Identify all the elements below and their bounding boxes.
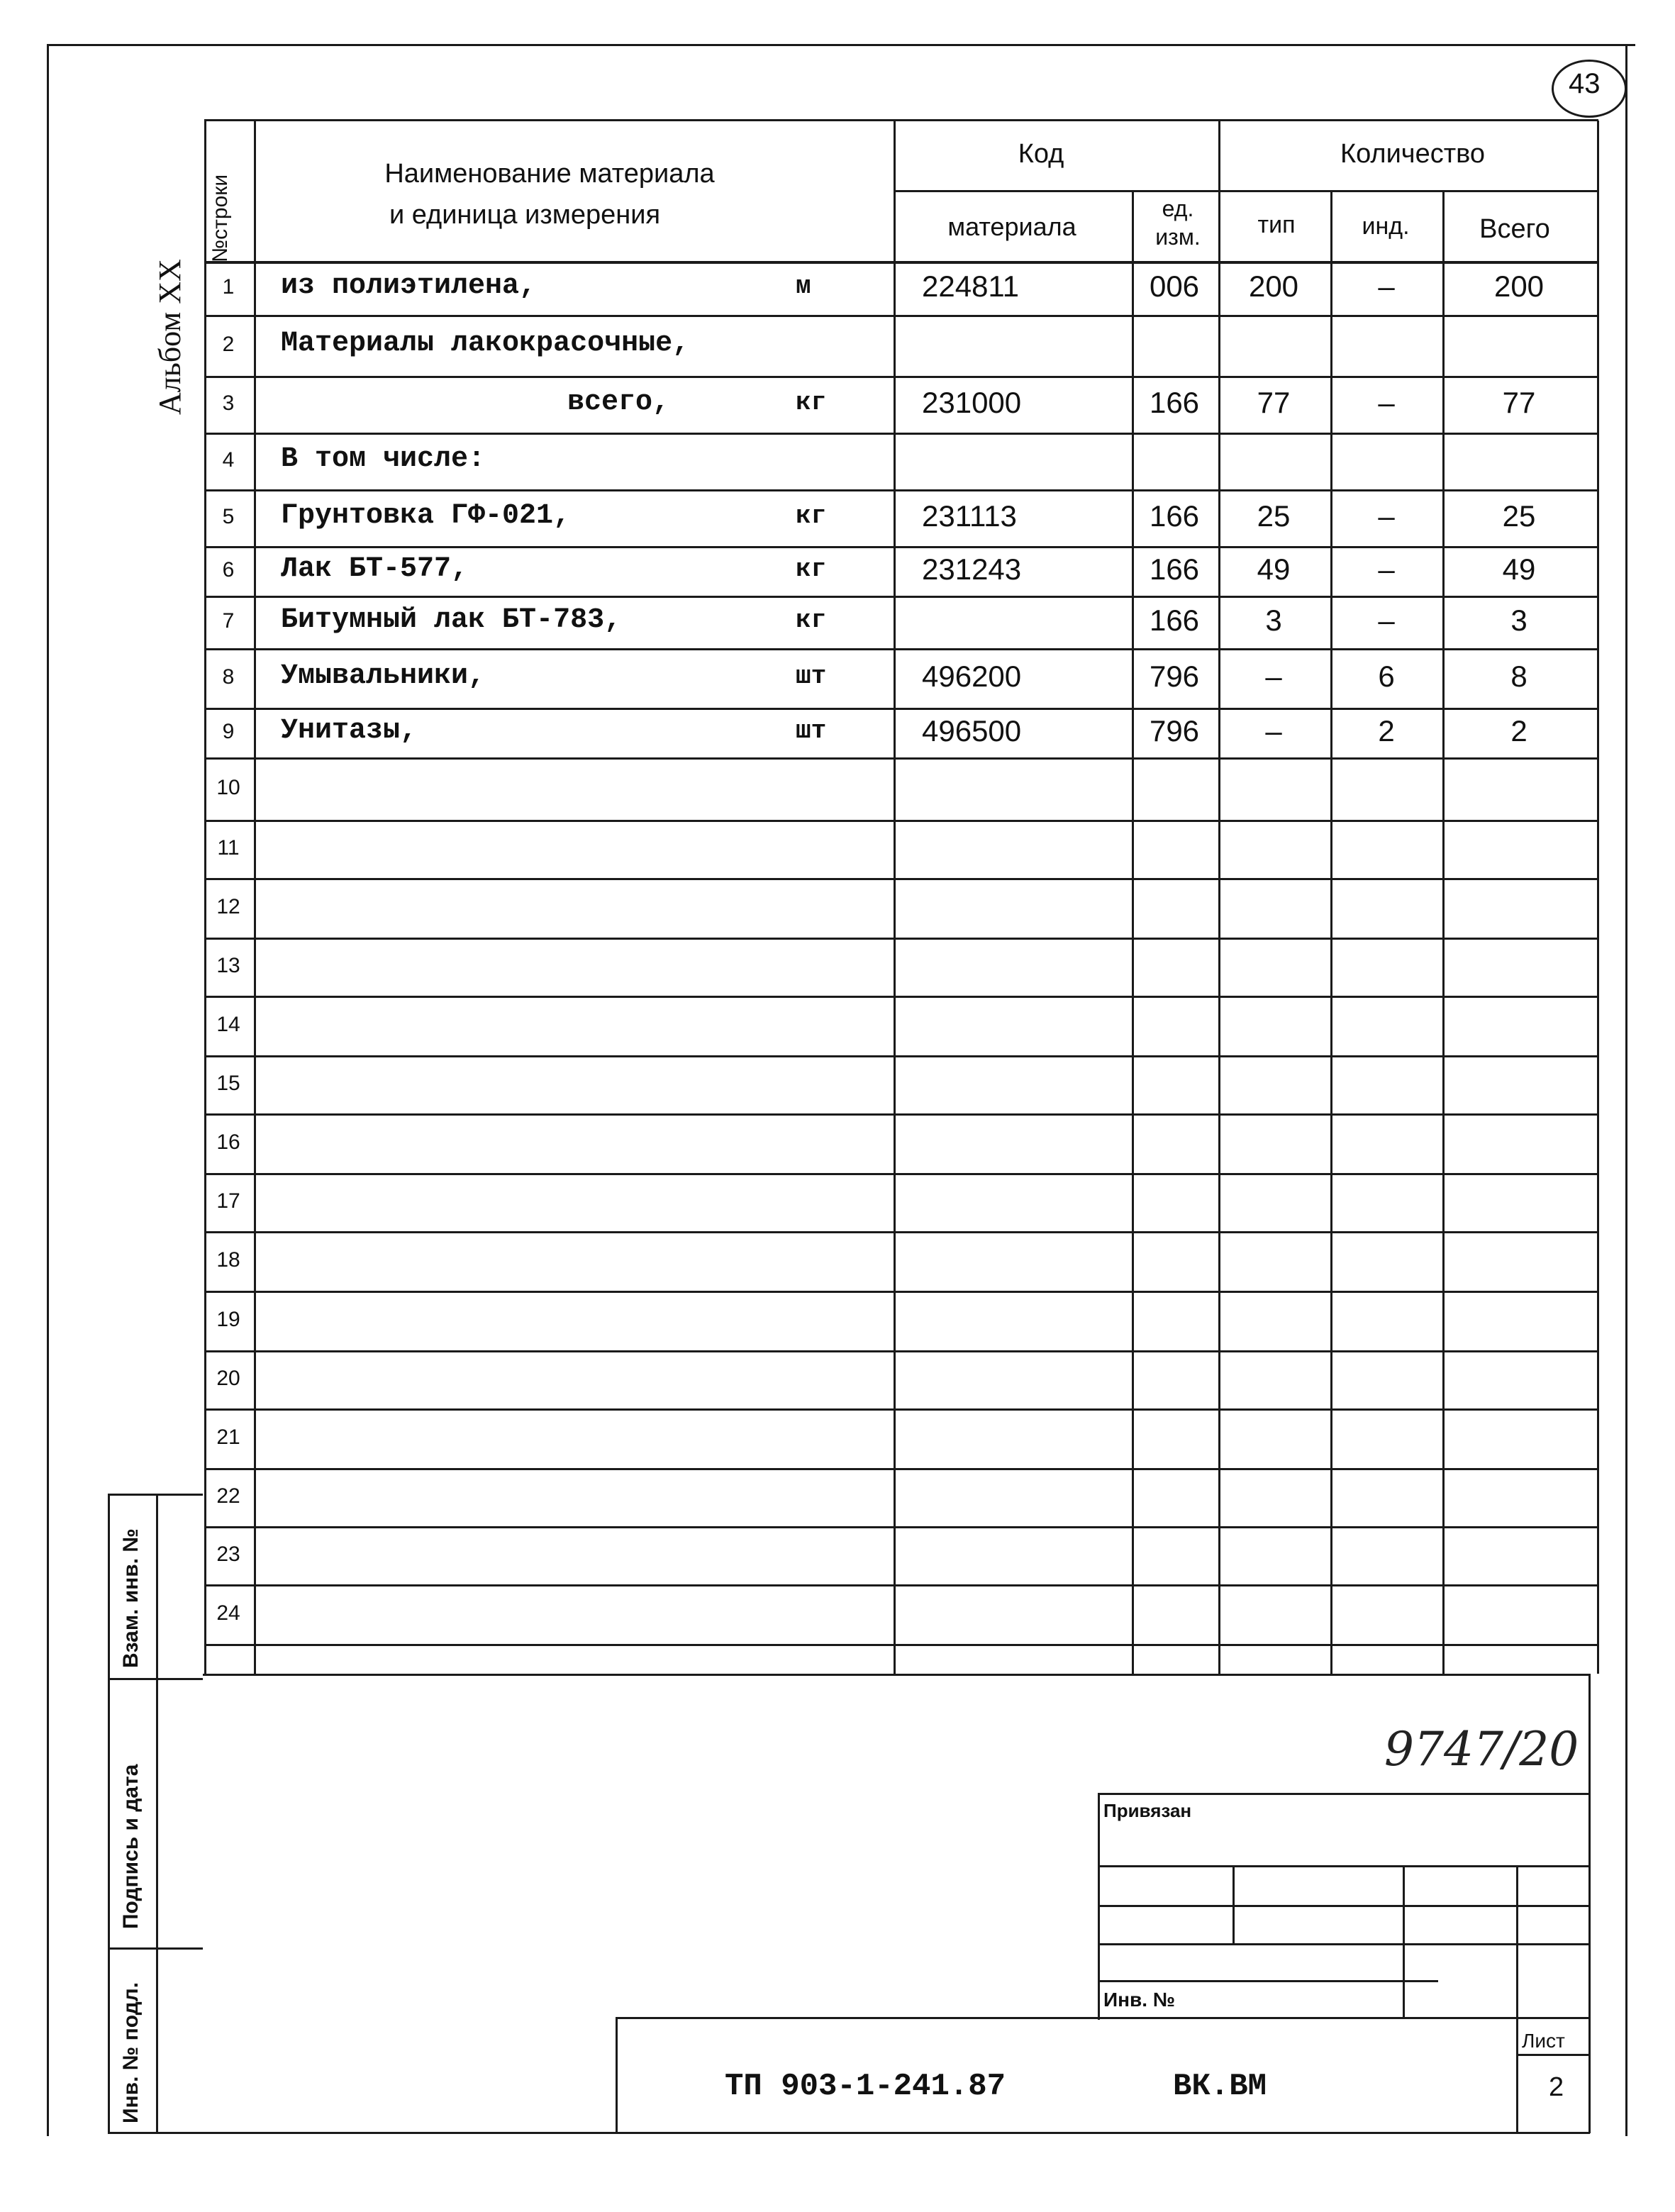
row-qty-typ: 77 — [1257, 385, 1291, 419]
grid-row-line — [204, 1526, 1598, 1528]
row-unit: кг — [796, 388, 827, 418]
row-unit: шт — [796, 662, 827, 691]
stamp-line — [1516, 1865, 1518, 2132]
grid-col-no — [204, 121, 206, 1674]
stamp-privyazan: Привязан — [1103, 1800, 1192, 1821]
stamp-line — [1403, 1865, 1405, 2018]
stamp-section: ВК.ВМ — [1173, 2069, 1267, 2104]
row-name: Грунтовка ГФ-021, — [281, 500, 571, 532]
row-qty-ind: – — [1378, 603, 1395, 637]
grid-row-line — [204, 489, 1598, 491]
row-number: 20 — [216, 1366, 240, 1390]
row-number: 15 — [216, 1071, 240, 1095]
row-qty-total: 200 — [1493, 269, 1545, 303]
side-stamp-top-line — [108, 1494, 203, 1496]
stamp-line — [616, 2017, 618, 2133]
side-stamp-bottom — [108, 2132, 1590, 2134]
grid-row-line — [204, 757, 1598, 760]
grid-row-line — [204, 596, 1598, 598]
row-name: Унитазы, — [281, 715, 418, 747]
grid-row-line — [204, 1584, 1598, 1586]
side-stamp-inv-podl: Инв. № подл. — [119, 1982, 143, 2123]
row-number: 9 — [222, 719, 235, 743]
row-name: Битумный лак БТ-783, — [281, 604, 622, 636]
lower-area-separator — [203, 1674, 1590, 1676]
row-number: 23 — [216, 1542, 240, 1566]
header-name-line2: и единица измерения — [389, 200, 661, 230]
row-number: 1 — [222, 274, 235, 299]
row-qty-total: 3 — [1510, 603, 1527, 637]
grid-row-line — [204, 433, 1598, 435]
grid-row-line — [204, 938, 1598, 940]
row-qty-typ: 3 — [1265, 603, 1282, 637]
row-number: 11 — [217, 835, 240, 860]
album-label: Альбом XX — [152, 259, 187, 415]
grid-row-line — [204, 1644, 1598, 1646]
row-qty-total: 25 — [1502, 499, 1536, 533]
grid-row-line — [204, 1350, 1598, 1352]
row-unit: м — [796, 272, 811, 301]
row-number: 12 — [216, 894, 240, 918]
grid-col-right — [1597, 121, 1599, 1674]
row-number: 5 — [222, 504, 235, 528]
row-material-code: 224811 — [922, 269, 1020, 303]
row-number: 22 — [216, 1484, 240, 1508]
row-number: 14 — [216, 1012, 240, 1036]
row-qty-typ: – — [1265, 659, 1282, 693]
row-unit-code: 006 — [1149, 269, 1200, 303]
frame-right — [1625, 44, 1627, 2136]
grid-row-line — [204, 1055, 1598, 1057]
grid-row-line — [204, 315, 1598, 317]
side-stamp-sep-2 — [108, 1947, 203, 1950]
row-name: Лак БТ-577, — [281, 553, 469, 585]
frame-top — [47, 44, 1635, 46]
row-unit-code: 166 — [1149, 385, 1200, 419]
row-number: 17 — [216, 1189, 240, 1213]
grid-col-code — [894, 121, 896, 1674]
row-qty-ind: – — [1378, 499, 1395, 533]
stamp-inv-no: Инв. № — [1103, 1989, 1176, 2011]
row-qty-total: 49 — [1502, 552, 1536, 586]
side-stamp-podpis: Подпись и дата — [119, 1764, 143, 1929]
row-number: 18 — [216, 1247, 240, 1272]
row-qty-total: 2 — [1510, 713, 1527, 747]
grid-row-line — [204, 708, 1598, 710]
row-name: В том числе: — [281, 443, 486, 475]
row-qty-total: 77 — [1502, 385, 1536, 419]
row-material-code: 231000 — [922, 385, 1022, 419]
row-qty-typ: 49 — [1257, 552, 1291, 586]
header-unit-line2: изм. — [1155, 224, 1201, 250]
row-qty-ind: – — [1378, 385, 1395, 419]
grid-row-line — [204, 261, 1598, 264]
handwritten-number: 9747/20 — [1384, 1722, 1579, 1777]
grid-row-line — [204, 1291, 1598, 1293]
side-stamp-vzam: Взам. инв. № — [119, 1528, 143, 1668]
row-number: 24 — [216, 1601, 240, 1625]
row-qty-total: 8 — [1510, 659, 1527, 693]
grid-row-line — [204, 996, 1598, 998]
grid-row-line — [204, 648, 1598, 650]
header-material: материала — [947, 212, 1076, 241]
header-ind: инд. — [1362, 213, 1410, 240]
stamp-sheet-value: 2 — [1549, 2072, 1564, 2102]
row-name: из полиэтилена, — [281, 270, 537, 302]
side-stamp-inner-col — [156, 1494, 158, 2133]
grid-row-line — [204, 878, 1598, 880]
row-unit: шт — [796, 716, 827, 746]
header-total: Всего — [1479, 214, 1550, 244]
grid-row-line — [204, 1468, 1598, 1470]
row-qty-typ: – — [1265, 713, 1282, 747]
header-code: Код — [1018, 139, 1064, 169]
grid-row-line — [204, 1408, 1598, 1411]
grid-col-ucode — [1132, 191, 1134, 1674]
row-material-code: 496500 — [922, 713, 1022, 747]
grid-col-total — [1442, 191, 1445, 1674]
row-number: 8 — [222, 665, 235, 689]
stamp-line — [616, 2017, 1590, 2019]
grid-row-line — [204, 820, 1598, 822]
grid-col-typ — [1218, 121, 1220, 1674]
grid-header-top — [204, 119, 1598, 121]
row-material-code: 231243 — [922, 552, 1022, 586]
grid-row-line — [204, 1231, 1598, 1233]
stamp-designation: ТП 903-1-241.87 — [725, 2069, 1006, 2104]
row-unit: кг — [796, 501, 827, 531]
row-number: 13 — [216, 953, 240, 977]
row-number: 7 — [222, 608, 235, 633]
row-qty-ind: 6 — [1378, 659, 1395, 693]
row-number: 10 — [216, 775, 240, 799]
grid-header-mid — [894, 190, 1598, 192]
header-row-no: №строки — [208, 174, 232, 262]
row-name: всего, — [567, 387, 670, 418]
stamp-line — [1516, 2054, 1590, 2056]
stamp-line — [1232, 1865, 1235, 1943]
row-unit-code: 166 — [1149, 499, 1200, 533]
row-unit-code: 796 — [1149, 713, 1200, 747]
grid-col-ind — [1330, 191, 1332, 1674]
row-number: 19 — [216, 1307, 240, 1331]
row-material-code: 231113 — [922, 499, 1017, 533]
row-unit-code: 166 — [1149, 603, 1200, 637]
row-name: Умывальники, — [281, 660, 486, 692]
page-number: 43 — [1569, 68, 1601, 99]
header-quantity: Количество — [1340, 139, 1486, 169]
header-name-line1: Наименование материала — [384, 159, 715, 189]
frame-left — [47, 44, 49, 2136]
header-typ: тип — [1257, 211, 1296, 238]
header-unit-line1: ед. — [1162, 196, 1194, 221]
row-number: 16 — [216, 1130, 240, 1154]
grid-row-line — [204, 1113, 1598, 1116]
row-name: Материалы лакокрасочные, — [281, 328, 690, 360]
row-qty-ind: – — [1378, 269, 1395, 303]
stamp-line — [1098, 1793, 1590, 1795]
grid-col-name — [254, 121, 256, 1674]
grid-row-line — [204, 546, 1598, 548]
row-number: 3 — [222, 391, 235, 415]
row-material-code: 496200 — [922, 659, 1022, 693]
row-unit-code: 166 — [1149, 552, 1200, 586]
row-number: 2 — [222, 332, 235, 356]
row-qty-typ: 200 — [1248, 269, 1299, 303]
row-unit-code: 796 — [1149, 659, 1200, 693]
grid-row-line — [204, 1173, 1598, 1175]
side-stamp-inner-border — [108, 1494, 110, 2133]
row-unit: кг — [796, 606, 827, 635]
row-number: 6 — [222, 557, 235, 582]
row-qty-typ: 25 — [1257, 499, 1291, 533]
row-qty-ind: 2 — [1378, 713, 1395, 747]
row-qty-ind: – — [1378, 552, 1395, 586]
row-number: 21 — [216, 1425, 240, 1449]
row-number: 4 — [222, 448, 235, 472]
stamp-sheet-label: Лист — [1522, 2030, 1565, 2052]
stamp-line — [1098, 1980, 1438, 1982]
grid-row-line — [204, 376, 1598, 378]
lower-area-right-border — [1588, 1674, 1591, 2133]
row-unit: кг — [796, 555, 827, 584]
side-stamp-sep-1 — [108, 1678, 203, 1680]
